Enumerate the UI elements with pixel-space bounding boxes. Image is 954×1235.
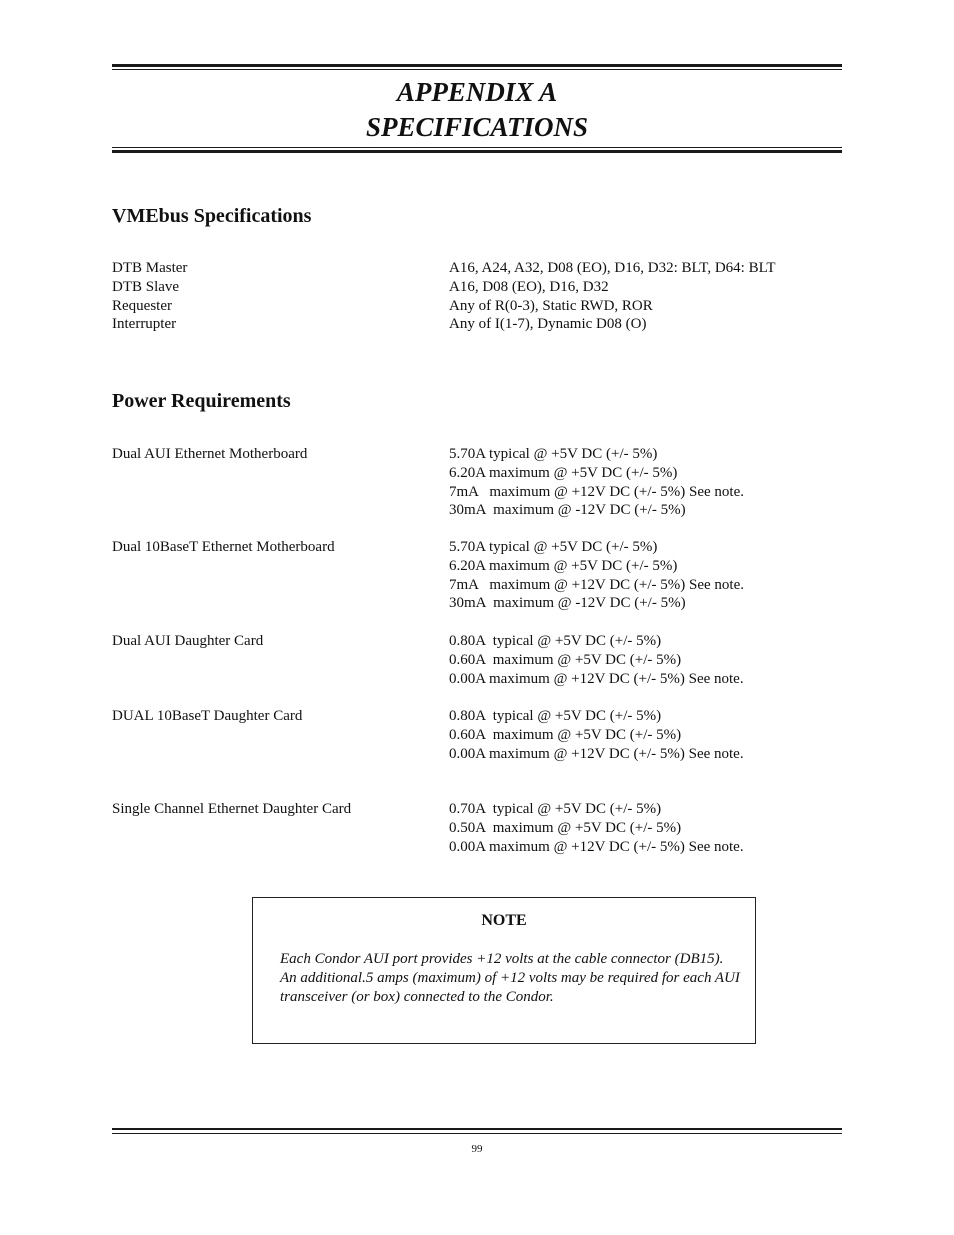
power-group-label: Dual AUI Ethernet Motherboard: [112, 446, 308, 462]
power-group-label: DUAL 10BaseT Daughter Card: [112, 708, 303, 724]
power-group-label: Single Channel Ethernet Daughter Card: [112, 801, 352, 817]
title-line-1: APPENDIX A: [396, 77, 558, 107]
power-line: 5.70A typical @ +5V DC (+/- 5%): [449, 446, 658, 462]
power-line: 6.20A maximum @ +5V DC (+/- 5%): [449, 557, 678, 574]
header-rule-top-thick: [112, 64, 842, 67]
power-line: 0.70A typical @ +5V DC (+/- 5%): [449, 801, 662, 817]
power-line: 0.80A typical @ +5V DC (+/- 5%): [449, 633, 662, 649]
vmebus-row-label: Requester: [112, 298, 172, 314]
power-line: 30mA maximum @ -12V DC (+/- 5%): [449, 595, 686, 612]
power-line: 7mA maximum @ +12V DC (+/- 5%) See note.: [449, 483, 745, 500]
power-line: 0.80A typical @ +5V DC (+/- 5%): [449, 708, 662, 724]
footer-rule-thin: [112, 1133, 842, 1134]
power-line: 0.50A maximum @ +5V DC (+/- 5%): [449, 819, 682, 836]
power-line: 5.70A typical @ +5V DC (+/- 5%): [449, 539, 658, 555]
header-rule-bottom-thick: [112, 150, 842, 153]
note-box: [252, 897, 756, 1044]
power-heading: Power Requirements: [112, 390, 291, 412]
power-line: 0.00A maximum @ +12V DC (+/- 5%) See note.: [449, 670, 744, 687]
page-title: [112, 75, 842, 145]
page-number: 99: [471, 1143, 483, 1155]
power-line: 0.60A maximum @ +5V DC (+/- 5%): [449, 726, 682, 743]
vmebus-heading: VMEbus Specifications: [112, 205, 312, 227]
vmebus-row-label: DTB Master: [112, 260, 188, 276]
power-line: 30mA maximum @ -12V DC (+/- 5%): [449, 502, 686, 519]
header-rule-top-thin: [112, 69, 842, 70]
power-line: 0.00A maximum @ +12V DC (+/- 5%) See note.: [449, 838, 744, 855]
vmebus-row-label: DTB Slave: [112, 279, 180, 295]
note-title: NOTE: [481, 912, 527, 929]
vmebus-row-value: Any of I(1-7), Dynamic D08 (O): [449, 316, 647, 332]
vmebus-row-label: Interrupter: [112, 316, 177, 332]
header-rule-bottom-thin: [112, 147, 842, 148]
vmebus-row-value: A16, A24, A32, D08 (EO), D16, D32: BLT, D64: BLT: [449, 260, 776, 276]
vmebus-row-value: A16, D08 (EO), D16, D32: [449, 279, 609, 295]
power-group-label: Dual AUI Daughter Card: [112, 633, 264, 649]
vmebus-row-value: Any of R(0-3), Static RWD, ROR: [449, 298, 653, 314]
power-group-label: Dual 10BaseT Ethernet Motherboard: [112, 539, 335, 555]
title-line-2: SPECIFICATIONS: [365, 112, 589, 142]
footer-rule-thick: [112, 1128, 842, 1130]
power-line: 7mA maximum @ +12V DC (+/- 5%) See note.: [449, 576, 745, 593]
power-line: 0.00A maximum @ +12V DC (+/- 5%) See note.: [449, 745, 744, 762]
power-line: 0.60A maximum @ +5V DC (+/- 5%): [449, 651, 682, 668]
power-line: 6.20A maximum @ +5V DC (+/- 5%): [449, 464, 678, 481]
note-text: Each Condor AUI port provides +12 volts at the cable connector (DB15). An additional.5 amps (maximum) of +12 volts may be required for each AUI transceiver (or box) connected to the Condor.: [280, 951, 740, 1005]
